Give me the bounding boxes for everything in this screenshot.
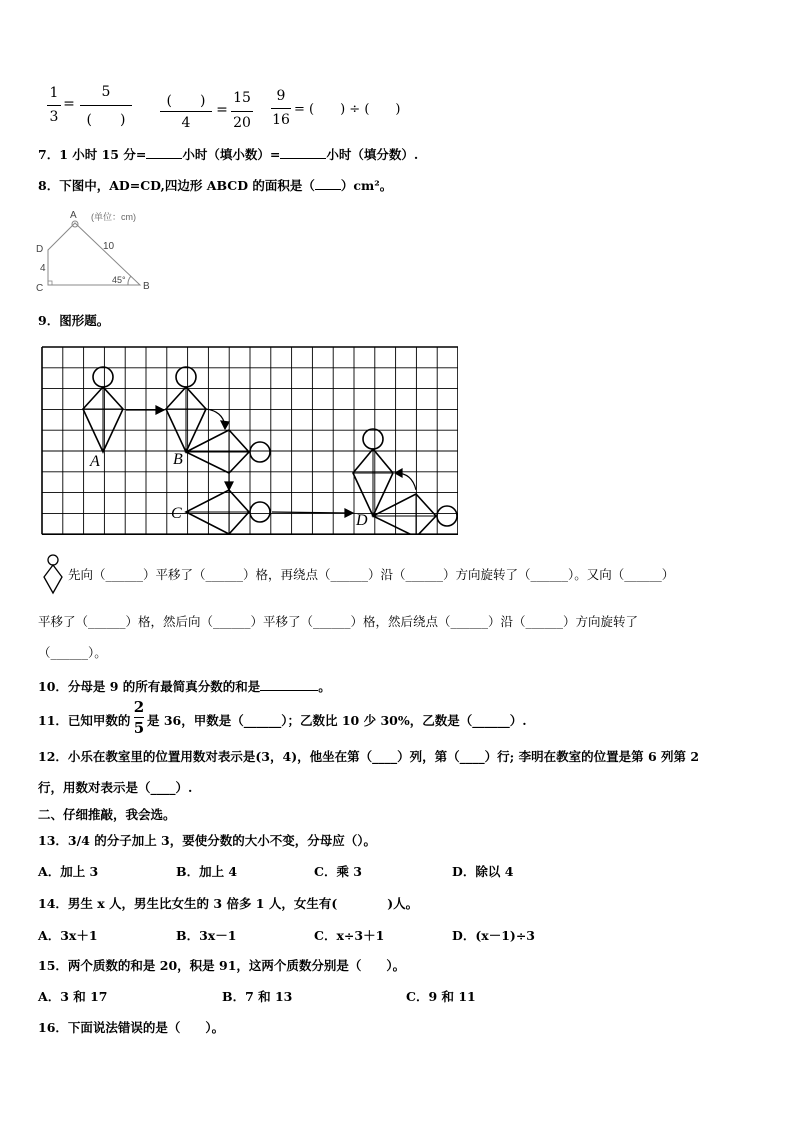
q9-line-1: 先向（______）平移了（______）格，再绕点（______）沿（______）方向旋转了（______）。又向（______） bbox=[68, 567, 675, 582]
f1-denominator: 3 bbox=[49, 109, 59, 125]
q15-option-b[interactable]: B．7 和 13 bbox=[222, 989, 293, 1004]
trapezoid-outline bbox=[48, 223, 140, 285]
shape-d-rotated-head bbox=[437, 506, 457, 526]
f2-denominator: ( ) bbox=[86, 112, 126, 128]
label-cd-length: 4 bbox=[40, 263, 46, 274]
label-c: C bbox=[36, 283, 44, 294]
question-8 bbox=[38, 177, 392, 194]
label-b: B bbox=[143, 281, 150, 292]
grid-lines bbox=[42, 347, 458, 534]
q7-text-b: 小时（填小数）= bbox=[182, 147, 281, 162]
arrowhead bbox=[225, 482, 233, 490]
q15-option-c[interactable]: C．9 和 11 bbox=[406, 989, 476, 1004]
q9-line-2: 平移了（______）格，然后向（______）平移了（______）格，然后绕点（______）沿（______）方向旋转了 bbox=[38, 614, 639, 629]
question-14: 14．男生 x 人，男生比女生的 3 倍多 1 人，女生有( )人。 bbox=[38, 896, 419, 911]
f2-numerator: 5 bbox=[101, 84, 111, 100]
shape-label-c: C bbox=[171, 505, 182, 522]
arrowhead bbox=[345, 509, 353, 517]
q9-line-3: （______）。 bbox=[38, 645, 107, 660]
shape-grid bbox=[40, 345, 458, 535]
q11-frac-denominator: 5 bbox=[133, 719, 145, 737]
q7-text-c: 小时（填分数）. bbox=[326, 147, 419, 162]
q8-text-b: ）cm²。 bbox=[340, 178, 393, 193]
shape-b-head bbox=[176, 367, 196, 387]
fraction-bar bbox=[80, 105, 132, 106]
q7-blank-1[interactable] bbox=[146, 146, 182, 159]
q13-option-c[interactable]: C．乘 3 bbox=[314, 864, 362, 879]
q10-text-b: 。 bbox=[318, 679, 331, 694]
angle-arc bbox=[128, 276, 131, 285]
section-2-heading: 二、仔细推敲，我会选。 bbox=[38, 807, 176, 822]
q14-option-c[interactable]: C．x÷3＋1 bbox=[314, 928, 385, 943]
question-7 bbox=[38, 146, 418, 163]
q15-option-a[interactable]: A．3 和 17 bbox=[38, 989, 108, 1004]
q7-blank-2[interactable] bbox=[280, 146, 326, 159]
q12-line-1: 12．小乐在教室里的位置用数对表示是(3，4)，他坐在第（____）列，第（____）行; 李明在教室的位置是第 6 列第 2 bbox=[38, 749, 700, 764]
q14-option-b[interactable]: B．3x－1 bbox=[176, 928, 237, 943]
right-angle-mark bbox=[48, 281, 52, 285]
q8-text-a: 8．下图中，AD=CD,四边形 ABCD 的面积是（ bbox=[38, 178, 315, 193]
fraction-bar bbox=[271, 108, 291, 109]
label-d: D bbox=[36, 244, 44, 255]
label-a: A bbox=[70, 210, 77, 221]
question-11 bbox=[38, 713, 130, 729]
equals-sign: = bbox=[63, 96, 75, 112]
q13-option-d[interactable]: D．除以 4 bbox=[452, 864, 514, 879]
q12-line-2: 行，用数对表示是（____）. bbox=[38, 780, 193, 795]
f1-numerator: 1 bbox=[49, 85, 59, 101]
fraction-bar bbox=[134, 717, 144, 718]
shape-d-head bbox=[363, 429, 383, 449]
q11-text-b: 是 36，甲数是（______）；乙数比 10 少 30%，乙数是（______）. bbox=[147, 713, 527, 728]
q7-text-a: 7．1 小时 15 分= bbox=[38, 147, 147, 162]
shape-label-a: A bbox=[90, 453, 100, 470]
f4-numerator: 15 bbox=[233, 90, 251, 106]
unit-label: (单位：cm) bbox=[91, 212, 136, 222]
f5-numerator: 9 bbox=[276, 88, 286, 104]
shape-a-head bbox=[93, 367, 113, 387]
arrowhead bbox=[221, 421, 229, 429]
shape-b-rotated-head bbox=[250, 442, 270, 462]
fraction-bar bbox=[47, 105, 61, 106]
equals-sign: = bbox=[216, 102, 228, 118]
q14-option-d[interactable]: D．(x－1)÷3 bbox=[452, 928, 535, 943]
q14-option-a[interactable]: A．3x＋1 bbox=[38, 928, 98, 943]
shape-label-d: D bbox=[356, 512, 368, 529]
fraction-bar bbox=[160, 111, 212, 112]
q10-text-a: 10．分母是 9 的所有最简真分数的和是 bbox=[38, 679, 261, 694]
q10-blank[interactable] bbox=[260, 678, 318, 691]
f4-denominator: 20 bbox=[233, 115, 251, 131]
vertex-a-mark bbox=[72, 221, 78, 227]
q11-frac-numerator: 2 bbox=[133, 698, 145, 716]
q11-text-a: 11．已知甲数的 bbox=[38, 713, 131, 728]
shape-label-b: B bbox=[173, 451, 183, 468]
fraction-bar bbox=[231, 111, 253, 112]
label-ab-length: 10 bbox=[103, 241, 115, 252]
q13-option-a[interactable]: A．加上 3 bbox=[38, 864, 99, 879]
trapezoid-figure bbox=[30, 205, 170, 295]
f5-division-expression: = ( ) ÷ ( ) bbox=[294, 102, 401, 117]
question-9-title: 9．图形题。 bbox=[38, 313, 110, 328]
kite-shape-icon bbox=[40, 553, 66, 597]
q13-option-b[interactable]: B．加上 4 bbox=[176, 864, 238, 879]
f5-denominator: 16 bbox=[272, 112, 290, 128]
question-13: 13．3/4 的分子加上 3，要使分数的大小不变，分母应（）。 bbox=[38, 833, 377, 848]
question-15: 15．两个质数的和是 20，积是 91，这两个质数分别是（ ）。 bbox=[38, 958, 406, 973]
question-10 bbox=[38, 678, 331, 695]
arrow-c-to-d bbox=[272, 512, 348, 513]
f3-denominator: 4 bbox=[181, 115, 191, 131]
f3-numerator: ( ) bbox=[166, 93, 206, 109]
shape-d-rotated bbox=[373, 494, 436, 535]
label-angle: 45° bbox=[112, 275, 126, 285]
q8-blank[interactable] bbox=[315, 177, 341, 190]
question-16: 16．下面说法错误的是（ ）。 bbox=[38, 1020, 225, 1035]
arrowhead bbox=[156, 406, 164, 414]
shape-c-head bbox=[250, 502, 270, 522]
